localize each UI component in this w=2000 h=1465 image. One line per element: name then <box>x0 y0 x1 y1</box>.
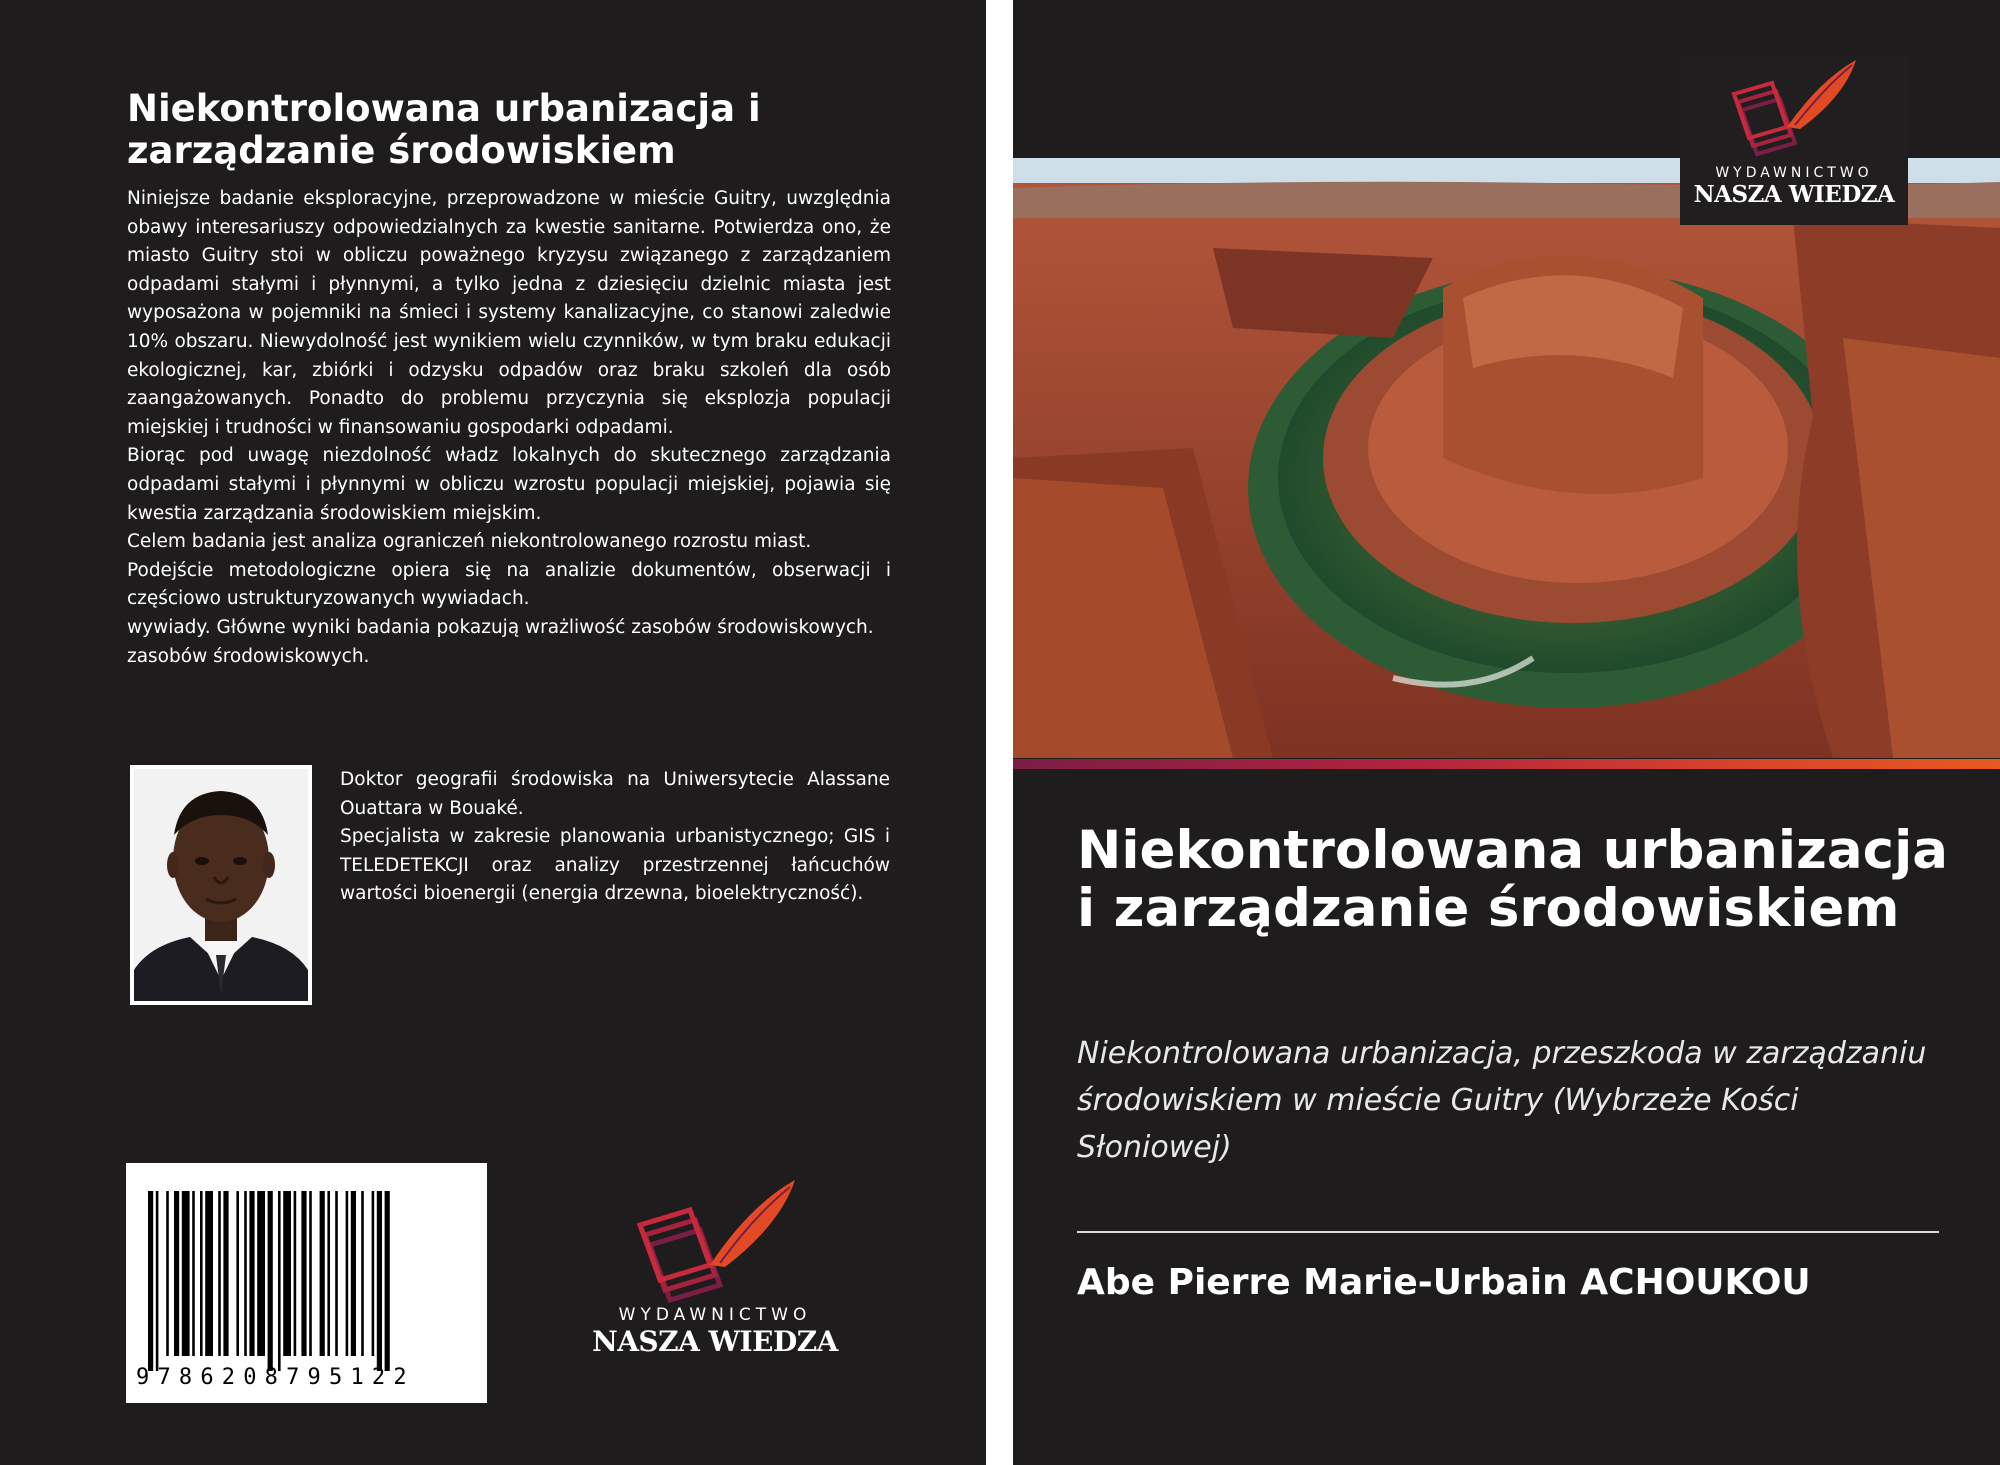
publisher-logo-front <box>1680 55 1908 225</box>
publisher-logo-back <box>590 1175 840 1365</box>
front-cover-subtitle: Niekontrolowana urbanizacja, przeszkoda w zarządzaniu środowiskiem w mieście Guitry (Wybrzeże Kości Słoniowej) <box>1077 1036 1927 1165</box>
publisher-book-quill-icon <box>1680 55 1908 165</box>
front-cover-title: Niekontrolowana urbanizacja i zarządzanie środowiskiem <box>1077 820 1949 939</box>
publisher-label-small: WYDAWNICTWO <box>1715 165 1873 181</box>
blurb-paragraph: Celem badania jest analiza ograniczeń niekontrolowanego rozrostu miast. <box>127 531 812 553</box>
color-stripe <box>1013 759 2000 769</box>
back-cover-blurb <box>127 185 891 671</box>
author-name: Abe Pierre Marie-Urbain ACHOUKOU <box>1077 1262 1811 1303</box>
publisher-label-small: WYDAWNICTWO <box>618 1305 812 1325</box>
isbn-barcode <box>126 1163 487 1403</box>
author-portrait <box>130 765 312 1005</box>
blurb-paragraph: zasobów środowiskowych. <box>127 645 370 667</box>
book-spine <box>986 0 1013 1465</box>
blurb-paragraph: Podejście metodologiczne opiera się na analizie dokumentów, obserwacji i częściowo ustrukturyzowanych wywiadach. <box>127 559 891 610</box>
author-bio <box>340 766 890 909</box>
publisher-label-big: NASZA WIEDZA <box>592 1325 838 1358</box>
author-bio-line: Doktor geografii środowiska na Uniwersytecie Alassane Ouattara w Bouaké. <box>340 769 890 819</box>
back-title-line1: Niekontrolowana urbanizacja i <box>127 87 761 130</box>
blurb-paragraph: Biorąc pod uwagę niezdolność władz lokalnych do skutecznego zarządzania odpadami stałymi i płynnymi w obliczu wzrostu populacji miejskiej, pojawia się kwestia zarządzania środowiskiem miejskim. <box>127 445 891 524</box>
isbn-number: 9786208795122 <box>136 1365 415 1390</box>
publisher-label-big: NASZA WIEDZA <box>1693 181 1895 208</box>
barcode-bars <box>148 1191 466 1371</box>
author-bio-line: Specjalista w zakresie planowania urbanistycznego; GIS i TELEDETEKCJI oraz analizy przestrzennej łańcuchów wartości bioenergii (energia drzewna, bioelektryczność). <box>340 826 890 905</box>
back-cover-title <box>127 88 887 172</box>
publisher-book-quill-icon <box>590 1175 840 1305</box>
canyon-photo <box>1013 158 2000 758</box>
divider <box>1077 1231 1939 1233</box>
blurb-paragraph: Niniejsze badanie eksploracyjne, przeprowadzone w mieście Guitry, uwzględnia obawy interesariuszy odpowiedzialnych za kwestie sanitarne. Potwierdza ono, że miasto Guitry stoi w obliczu poważnego kryzysu związanego z zarządzaniem odpadami stałymi i płynnymi, a tylko jedna z dziesięciu dzielnic miasta jest wyposażona w pojemniki na śmieci i systemy kanalizacyjne, co stanowi zaledwie 10% obszaru. Niewydolność jest wynikiem wielu czynników, w tym braku edukacji ekologicznej, kar, zbiórki i odzysku odpadów oraz braku szkoleń dla osób zaangażowanych. Ponadto do problemu przyczynia się eksplozja populacji miejskiej i trudności w finansowaniu gospodarki odpadami. <box>127 188 891 438</box>
back-title-line2: zarządzanie środowiskiem <box>127 129 676 172</box>
blurb-paragraph: wywiady. Główne wyniki badania pokazują wrażliwość zasobów środowiskowych. <box>127 616 874 638</box>
